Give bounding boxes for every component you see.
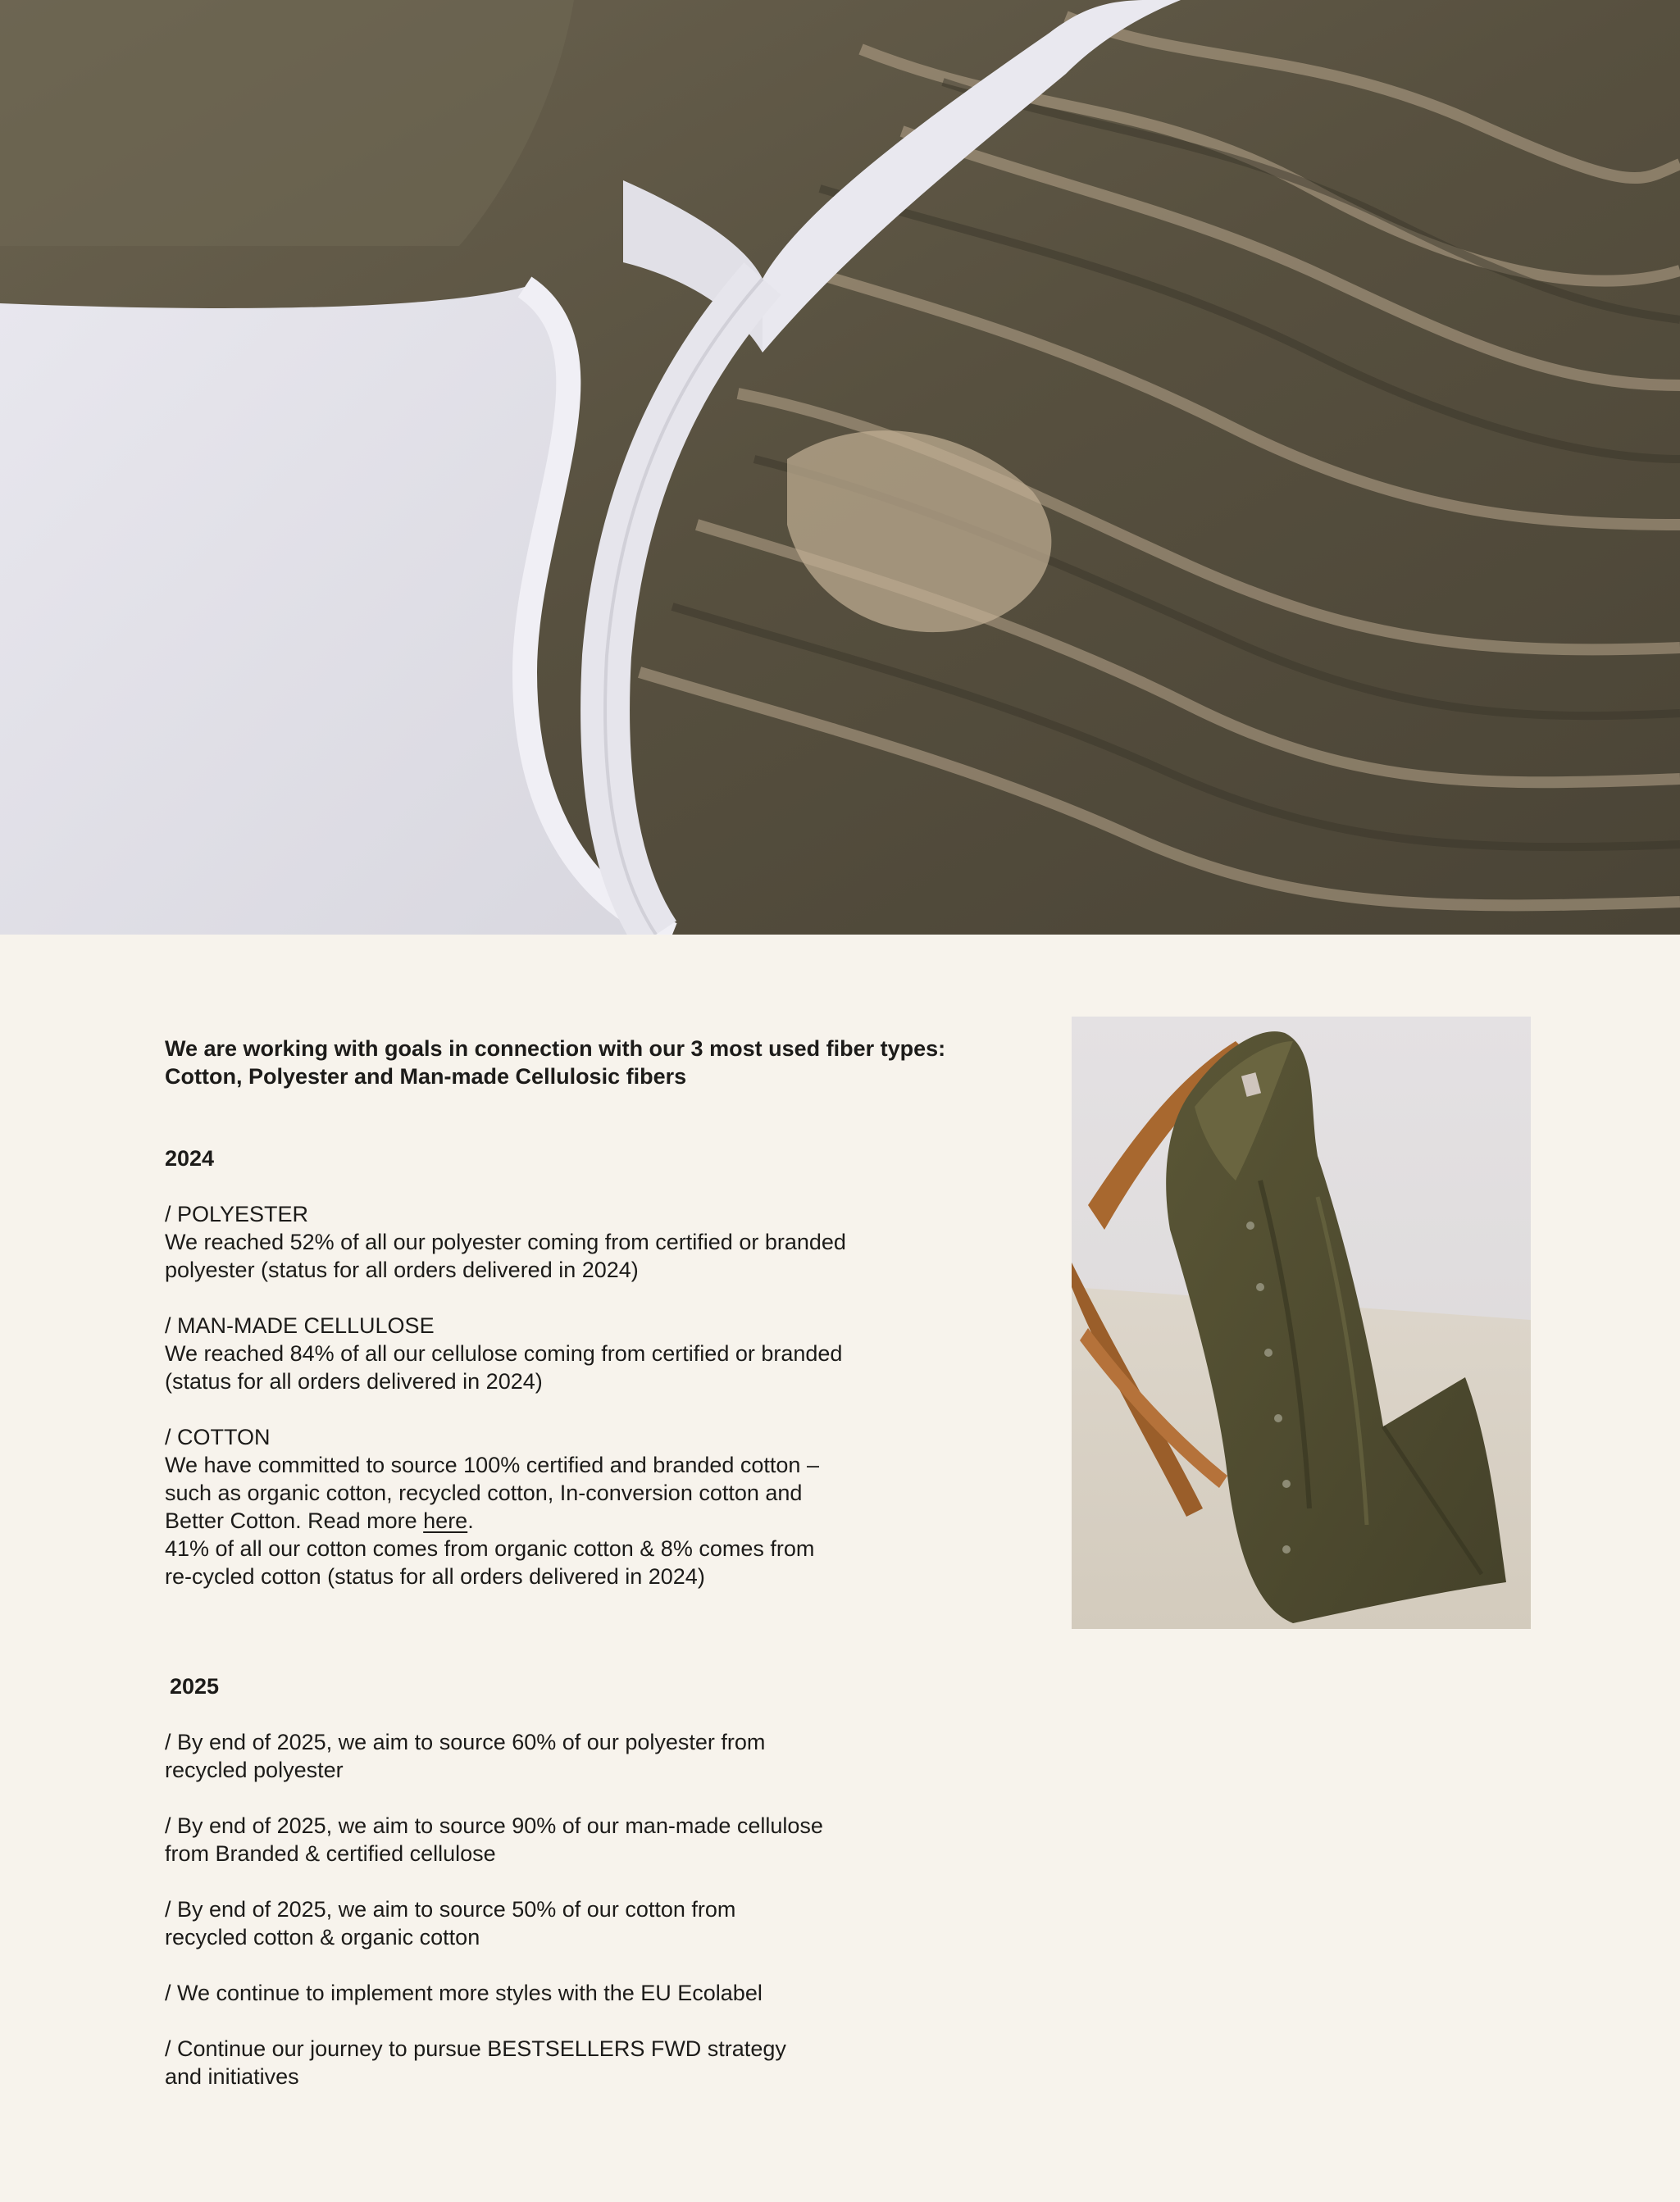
goal-line-1: / By end of 2025, we aim to source 60% of our polyester from — [165, 1730, 766, 1754]
goal-2025-ecolabel — [165, 1979, 1018, 2007]
goal-line-2: from Branded & certified cellulose — [165, 1841, 496, 1866]
intro-line-2: Cotton, Polyester and Man-made Cellulosic fibers — [165, 1064, 687, 1089]
cotton-line-2: such as organic cotton, recycled cotton, In-conversion cotton and — [165, 1481, 803, 1505]
goal-line-2: and initiatives — [165, 2064, 299, 2089]
year-2025-heading: 2025 — [170, 1674, 220, 1699]
goal-2025-fwd-strategy — [165, 2035, 1018, 2091]
cellulose-line-1: We reached 84% of all our cellulose coming from certified or branded — [165, 1341, 843, 1366]
intro-line-1: We are working with goals in connection with our 3 most used fiber types: — [165, 1036, 946, 1061]
cotton-line-5: re-cycled cotton (status for all orders delivered in 2024) — [165, 1564, 705, 1589]
fiber-goals-section — [165, 1035, 1018, 2091]
cellulose-heading: / MAN-MADE CELLULOSE — [165, 1313, 435, 1338]
year-2024-heading: 2024 — [165, 1146, 215, 1171]
intro-text — [165, 1035, 1018, 1090]
goal-2025-polyester — [165, 1728, 1018, 1784]
goal-line-1: / By end of 2025, we aim to source 50% of our cotton from — [165, 1897, 736, 1922]
jacket-photo — [1072, 1017, 1531, 1629]
cotton-line-3-prefix: Better Cotton. Read more — [165, 1508, 424, 1533]
polyester-line-2: polyester (status for all orders delivered in 2024) — [165, 1258, 639, 1282]
cotton-line-4: 41% of all our cotton comes from organic cotton & 8% comes from — [165, 1536, 815, 1561]
cotton-2024-block — [165, 1423, 1018, 1590]
cellulose-line-2: (status for all orders delivered in 2024) — [165, 1369, 543, 1394]
goal-line-2: recycled polyester — [165, 1758, 344, 1782]
cellulose-2024-block — [165, 1312, 1018, 1395]
goal-line-1: / By end of 2025, we aim to source 90% of our man-made cellulose — [165, 1813, 823, 1838]
cotton-line-1: We have committed to source 100% certified and branded cotton – — [165, 1453, 819, 1477]
goal-line-1: / We continue to implement more styles with the EU Ecolabel — [165, 1981, 763, 2005]
cotton-line-3-suffix: . — [467, 1508, 474, 1533]
polyester-heading: / POLYESTER — [165, 1202, 309, 1226]
goal-line-2: recycled cotton & organic cotton — [165, 1925, 480, 1949]
goal-line-1: / Continue our journey to pursue BESTSELLERS FWD strategy — [165, 2036, 786, 2061]
read-more-here-link[interactable]: here — [423, 1508, 468, 1533]
polyester-line-1: We reached 52% of all our polyester coming from certified or branded — [165, 1230, 846, 1254]
cotton-heading: / COTTON — [165, 1425, 271, 1449]
goal-2025-cotton — [165, 1895, 1018, 1951]
polyester-2024-block — [165, 1200, 1018, 1284]
jacket-on-chair-photo-icon — [1072, 1017, 1531, 1629]
goal-2025-cellulose — [165, 1812, 1018, 1868]
hero-photo-icon — [0, 0, 1680, 935]
cotton-line-3 — [165, 1507, 1018, 1535]
hero-image — [0, 0, 1680, 935]
